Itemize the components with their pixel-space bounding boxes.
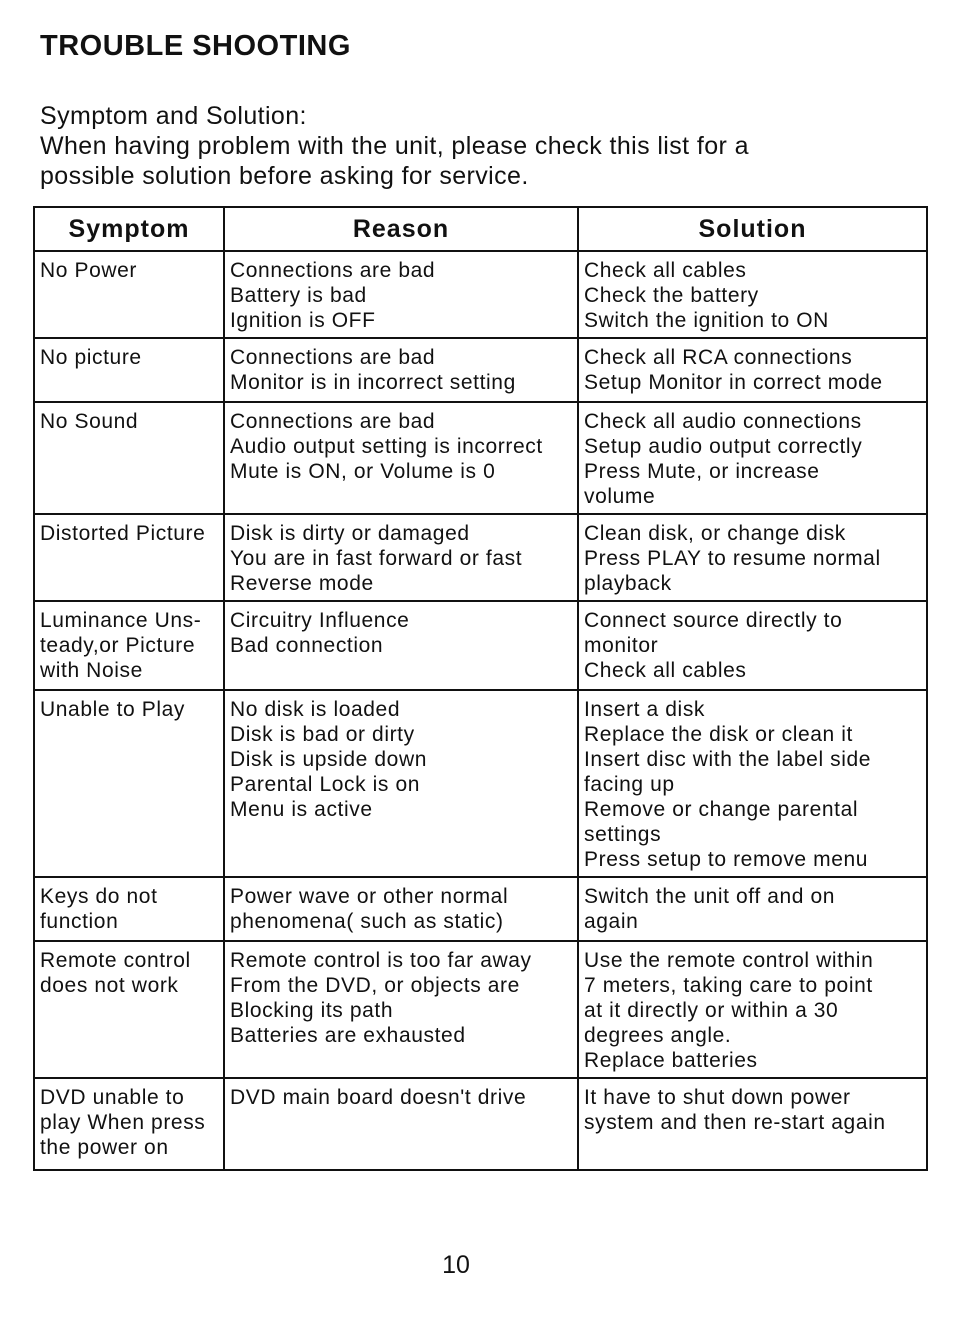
solution-line: playback (584, 572, 672, 595)
reason-line: Ignition is OFF (230, 309, 376, 332)
solution-line: Switch the unit off and on (584, 885, 836, 908)
solution-line: Insert a disk (584, 698, 706, 721)
solution-line: again (584, 910, 639, 933)
symptom-cell (34, 514, 224, 601)
symptom-line: Distorted Picture (40, 522, 206, 545)
symptom-cell (34, 690, 224, 877)
symptom-line: does not work (40, 974, 179, 997)
symptom-cell (34, 402, 224, 514)
solution-line: Use the remote control within (584, 949, 874, 972)
reason-line: Parental Lock is on (230, 773, 421, 796)
solution-line: Check all RCA connections (584, 346, 853, 369)
solution-line: Replace the disk or clean it (584, 723, 853, 746)
header-solution: Solution (578, 207, 927, 251)
solution-line: Setup audio output correctly (584, 435, 863, 458)
symptom-line: with Noise (40, 659, 143, 682)
solution-line: Check all cables (584, 659, 747, 682)
table-body (34, 251, 927, 1170)
reason-cell (224, 251, 578, 338)
intro-line: Symptom and Solution: (40, 102, 307, 130)
table-row (34, 690, 927, 877)
solution-line: Insert disc with the label side (584, 748, 872, 771)
reason-line: You are in fast forward or fast (230, 547, 523, 570)
symptom-cell (34, 1078, 224, 1170)
solution-line: 7 meters, taking care to point (584, 974, 873, 997)
solution-line: Clean disk, or change disk (584, 522, 846, 545)
reason-line: Disk is upside down (230, 748, 427, 771)
symptom-line: No picture (40, 346, 142, 369)
solution-line: degrees angle. (584, 1024, 732, 1047)
symptom-line: teady,or Picture (40, 634, 196, 657)
symptom-line: Remote control (40, 949, 191, 972)
solution-cell (578, 877, 927, 941)
intro-line: When having problem with the unit, please check this list for a (40, 132, 749, 160)
reason-line: phenomena( such as static) (230, 910, 504, 933)
table-row (34, 941, 927, 1078)
reason-line: Battery is bad (230, 284, 367, 307)
solution-line: Press setup to remove menu (584, 848, 869, 871)
reason-line: Connections are bad (230, 259, 436, 282)
reason-cell (224, 1078, 578, 1170)
symptom-line: No Sound (40, 410, 139, 433)
reason-line: Reverse mode (230, 572, 374, 595)
reason-line: Blocking its path (230, 999, 394, 1022)
page-number: 10 (442, 1251, 470, 1279)
solution-cell (578, 941, 927, 1078)
reason-cell (224, 601, 578, 690)
solution-cell (578, 1078, 927, 1170)
solution-cell (578, 338, 927, 402)
reason-line: Menu is active (230, 798, 373, 821)
reason-line: Bad connection (230, 634, 384, 657)
solution-cell (578, 690, 927, 877)
reason-line: Audio output setting is incorrect (230, 435, 543, 458)
header-reason: Reason (224, 207, 578, 251)
table-row (34, 402, 927, 514)
symptom-line: play When press (40, 1111, 206, 1134)
symptom-cell (34, 251, 224, 338)
reason-line: From the DVD, or objects are (230, 974, 520, 997)
solution-cell (578, 251, 927, 338)
reason-line: Batteries are exhausted (230, 1024, 466, 1047)
solution-line: Check the battery (584, 284, 759, 307)
reason-line: Monitor is in incorrect setting (230, 371, 516, 394)
reason-cell (224, 402, 578, 514)
table-row (34, 251, 927, 338)
reason-line: Remote control is too far away (230, 949, 532, 972)
symptom-line: function (40, 910, 119, 933)
table-row (34, 338, 927, 402)
reason-line: Disk is bad or dirty (230, 723, 415, 746)
reason-line: DVD main board doesn't drive (230, 1086, 527, 1109)
table-header-row (34, 207, 927, 251)
symptom-cell (34, 338, 224, 402)
solution-line: settings (584, 823, 662, 846)
solution-cell (578, 601, 927, 690)
symptom-line: Keys do not (40, 885, 158, 908)
reason-cell (224, 877, 578, 941)
solution-line: facing up (584, 773, 675, 796)
reason-cell (224, 338, 578, 402)
solution-line: Check all audio connections (584, 410, 862, 433)
reason-line: Disk is dirty or damaged (230, 522, 470, 545)
solution-line: system and then re-start again (584, 1111, 886, 1134)
solution-line: Press PLAY to resume normal (584, 547, 881, 570)
symptom-cell (34, 941, 224, 1078)
reason-line: No disk is loaded (230, 698, 401, 721)
solution-line: monitor (584, 634, 659, 657)
reason-line: Power wave or other normal (230, 885, 509, 908)
reason-line: Mute is ON, or Volume is 0 (230, 460, 496, 483)
symptom-line: the power on (40, 1136, 169, 1159)
symptom-line: Luminance Uns- (40, 609, 202, 632)
reason-cell (224, 690, 578, 877)
reason-line: Connections are bad (230, 410, 436, 433)
intro-text (40, 101, 920, 191)
header-symptom: Symptom (34, 207, 224, 251)
solution-line: at it directly or within a 30 (584, 999, 839, 1022)
intro-line: possible solution before asking for service. (40, 162, 529, 190)
table-row (34, 1078, 927, 1170)
solution-line: Check all cables (584, 259, 747, 282)
symptom-line: DVD unable to (40, 1086, 185, 1109)
table-row (34, 514, 927, 601)
solution-cell (578, 402, 927, 514)
solution-cell (578, 514, 927, 601)
symptom-cell (34, 877, 224, 941)
reason-line: Circuitry Influence (230, 609, 410, 632)
solution-line: Switch the ignition to ON (584, 309, 829, 332)
table-row (34, 601, 927, 690)
symptom-line: No Power (40, 259, 138, 282)
symptom-cell (34, 601, 224, 690)
solution-line: Replace batteries (584, 1049, 758, 1072)
solution-line: Press Mute, or increase (584, 460, 820, 483)
solution-line: Setup Monitor in correct mode (584, 371, 883, 394)
reason-cell (224, 514, 578, 601)
symptom-line: Unable to Play (40, 698, 185, 721)
page-title: TROUBLE SHOOTING (40, 30, 351, 62)
solution-line: volume (584, 485, 656, 508)
trouble-shooting-table (33, 206, 928, 1171)
reason-cell (224, 941, 578, 1078)
solution-line: Connect source directly to (584, 609, 843, 632)
reason-line: Connections are bad (230, 346, 436, 369)
solution-line: Remove or change parental (584, 798, 859, 821)
solution-line: It have to shut down power (584, 1086, 851, 1109)
table-row (34, 877, 927, 941)
